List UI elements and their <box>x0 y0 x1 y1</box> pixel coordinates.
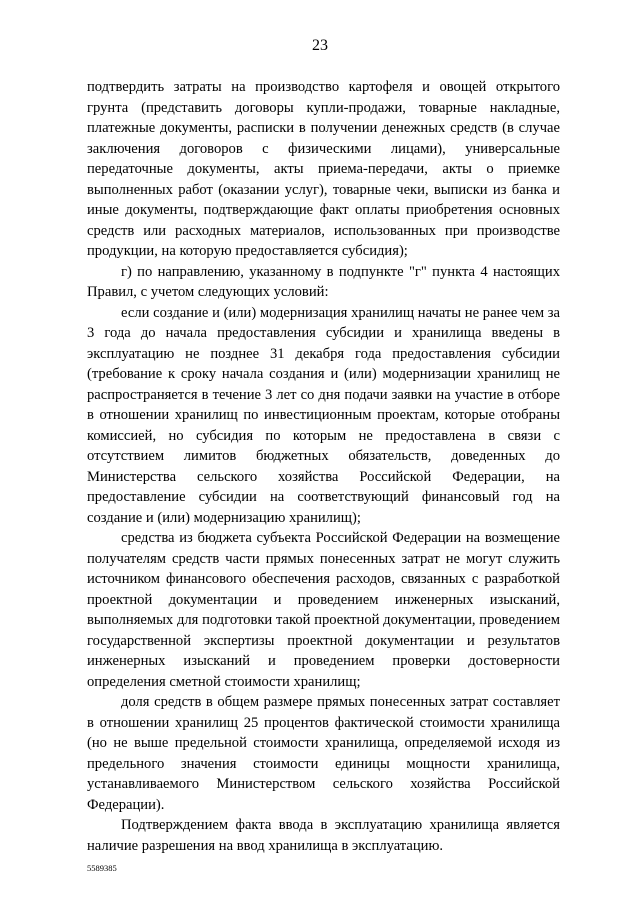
paragraph: доля средств в общем размере прямых понесенных затрат составляет в отношении хранилищ 25 процентов фактической стоимости хранилища (но не выше предельной стоимости хранилища, определяемой исходя из предельного значения стоимости единицы мощности хранилища, устанавливаемого Министерством сельского хозяйства Российской Федерации). <box>87 694 560 813</box>
paragraph: если создание и (или) модернизация хранилищ начаты не ранее чем за 3 года до начала предоставления субсидии и хранилища введены в эксплуатацию не позднее 31 декабря года предоставления субсидии (требование к сроку начала создания и (или) модернизации хранилищ не распространяется в течение 3 лет со дня подачи заявки на участие в отборе в отношении хранилищ по инвестиционным проектам, которые отобраны комиссией, но субсидия по которым не предоставлена в связи с отсутствием лимитов бюджетных обязательств, доведенных до Министерства сельского хозяйства Российской Федерации, на предоставление субсидии на соответствующий финансовый год на создание и (или) модернизацию хранилищ); <box>87 304 560 526</box>
body-text <box>87 77 560 856</box>
page-number: 23 <box>312 37 328 54</box>
paragraph: подтвердить затраты на производство картофеля и овощей открытого грунта (представить договоры купли-продажи, товарные накладные, платежные документы, расписки в получении денежных средств (в случае заключения договоров с физическими лицами), универсальные передаточные документы, акты приема-передачи, акты о приемке выполненных работ (оказании услуг), товарные чеки, выписки из банка и иные документы, подтверждающие факт оплаты приобретения основных средств или расходных материалов, использованных при производстве продукции, на которую предоставляется субсидия); <box>87 79 560 259</box>
paragraph: средства из бюджета субъекта Российской Федерации на возмещение получателям средств части прямых понесенных затрат не могут служить источником финансового обеспечения расходов, связанных с разработкой проектной документации и проведением инженерных изысканий, выполняемых для подготовки такой проектной документации, проведением государственной экспертизы проектной документации и результатов инженерных изысканий и проведением проверки достоверности определения сметной стоимости хранилищ; <box>87 530 560 690</box>
document-code: 5589385 <box>87 863 117 873</box>
paragraph: г) по направлению, указанному в подпункте "г" пункта 4 настоящих Правил, с учетом следующих условий: <box>87 263 560 300</box>
paragraph: Подтверждением факта ввода в эксплуатацию хранилища является наличие разрешения на ввод хранилища в эксплуатацию. <box>87 817 560 854</box>
